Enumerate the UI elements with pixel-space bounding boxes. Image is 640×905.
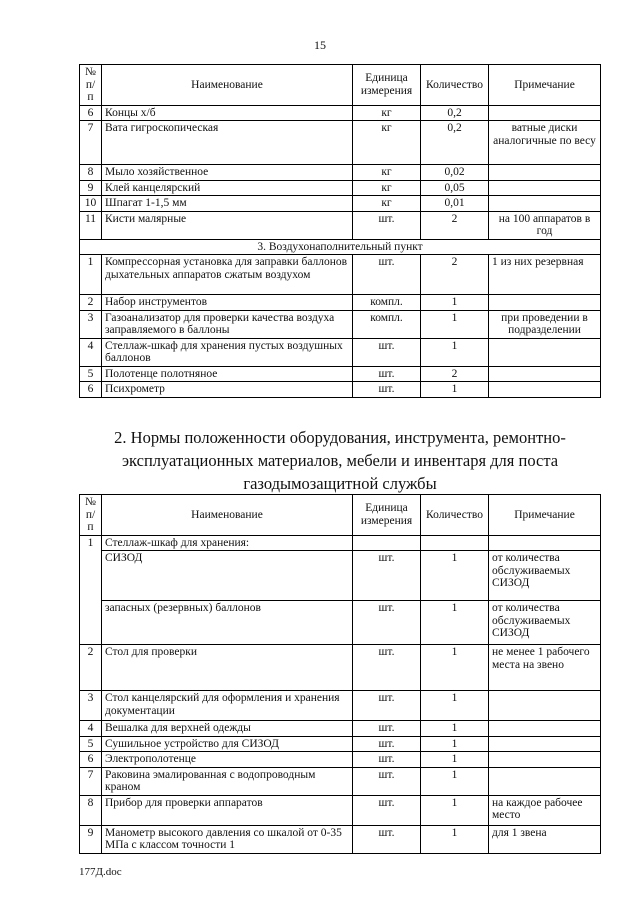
row-name: Раковина эмалированная с водопроводным краном: [102, 767, 353, 795]
section-heading: 2. Нормы положенности оборудования, инструмента, ремонтно-эксплуатационных материалов, мебели и инвентаря для поста газодымозащитной службы: [114, 428, 566, 493]
row-note: [489, 535, 601, 551]
row-unit: шт.: [353, 767, 421, 795]
row-qty: 1: [421, 295, 489, 311]
table-row: [80, 295, 601, 311]
row-qty: 0,2: [421, 105, 489, 121]
row-unit: шт.: [353, 601, 421, 645]
row-qty: 1: [421, 752, 489, 768]
table-gas-smoke-post: [79, 494, 601, 854]
row-unit: шт.: [353, 721, 421, 737]
row-num: 6: [80, 382, 102, 398]
row-note: [489, 366, 601, 382]
table-row: [80, 382, 601, 398]
table-row: [80, 255, 601, 295]
row-unit: компл.: [353, 310, 421, 338]
row-qty: 2: [421, 366, 489, 382]
row-qty: 1: [421, 825, 489, 853]
row-name: Концы х/б: [102, 105, 353, 121]
row-qty: 0,2: [421, 121, 489, 165]
section-title: 3. Воздухонаполнительный пункт: [80, 239, 601, 255]
table-row: [80, 196, 601, 212]
row-name: Газоанализатор для проверки качества воздуха заправляемого в баллоны: [102, 310, 353, 338]
row-qty: 2: [421, 211, 489, 239]
table-row: [80, 211, 601, 239]
table-air-filling: [79, 64, 601, 398]
row-name: Вешалка для верхней одежды: [102, 721, 353, 737]
row-name: Шпагат 1-1,5 мм: [102, 196, 353, 212]
row-num: 1: [80, 255, 102, 295]
col-qty-header: Количество: [421, 495, 489, 536]
row-qty: 0,05: [421, 180, 489, 196]
row-qty: 1: [421, 382, 489, 398]
table-row: [80, 338, 601, 366]
row-note: [489, 721, 601, 737]
row-name: Стол канцелярский для оформления и хранения документации: [102, 691, 353, 721]
row-note: [489, 105, 601, 121]
row-unit: шт.: [353, 645, 421, 691]
table-row: [80, 645, 601, 691]
row-qty: 1: [421, 601, 489, 645]
row-note: 1 из них резервная: [489, 255, 601, 295]
row-unit: шт.: [353, 691, 421, 721]
row-note: на каждое рабочее место: [489, 795, 601, 825]
row-num: 2: [80, 645, 102, 691]
table-row: [80, 121, 601, 165]
table-row: [80, 795, 601, 825]
row-num: 1: [80, 535, 102, 645]
row-num: 6: [80, 105, 102, 121]
row-note: [489, 767, 601, 795]
row-num: 4: [80, 721, 102, 737]
table-row: [80, 691, 601, 721]
row-note: [489, 382, 601, 398]
row-note: на 100 аппаратов в год: [489, 211, 601, 239]
row-unit: шт.: [353, 366, 421, 382]
row-note: при проведении в подразделении: [489, 310, 601, 338]
row-name: Электрополотенце: [102, 752, 353, 768]
row-num: 4: [80, 338, 102, 366]
row-name: Набор инструментов: [102, 295, 353, 311]
row-qty: 0,02: [421, 165, 489, 181]
row-num: 8: [80, 165, 102, 181]
row-unit: шт.: [353, 795, 421, 825]
row-name: Полотенце полотняное: [102, 366, 353, 382]
row-qty: 1: [421, 736, 489, 752]
row-qty: 1: [421, 795, 489, 825]
table-row: [80, 310, 601, 338]
table-subrow: [80, 551, 601, 601]
table-row: [80, 752, 601, 768]
row-qty: 0,01: [421, 196, 489, 212]
col-note-header: Примечание: [489, 65, 601, 106]
row-note: [489, 165, 601, 181]
row-unit: шт.: [353, 825, 421, 853]
row-num: 5: [80, 736, 102, 752]
row-note: [489, 338, 601, 366]
table-row: [80, 736, 601, 752]
col-num-header: № п/п: [80, 65, 102, 106]
row-note: [489, 691, 601, 721]
row-unit: шт.: [353, 382, 421, 398]
row-name: Психрометр: [102, 382, 353, 398]
page-number: 15: [314, 38, 326, 52]
col-name-header: Наименование: [102, 65, 353, 106]
row-note: [489, 752, 601, 768]
footer-filename: 177Д.doc: [79, 866, 122, 878]
row-qty: 1: [421, 721, 489, 737]
row-note: для 1 звена: [489, 825, 601, 853]
row-name: Клей канцелярский: [102, 180, 353, 196]
col-note-header: Примечание: [489, 495, 601, 536]
row-qty: 1: [421, 645, 489, 691]
row-unit: шт.: [353, 211, 421, 239]
row-name: Компрессорная установка для заправки баллонов дыхательных аппаратов сжатым воздухом: [102, 255, 353, 295]
row-num: 10: [80, 196, 102, 212]
row-unit: шт.: [353, 338, 421, 366]
row-name: Вата гигроскопическая: [102, 121, 353, 165]
row-qty: 1: [421, 767, 489, 795]
row-num: 8: [80, 795, 102, 825]
row-qty: 1: [421, 551, 489, 601]
table-row: [80, 366, 601, 382]
row-num: 7: [80, 767, 102, 795]
row-note: [489, 180, 601, 196]
row-name: Мыло хозяйственное: [102, 165, 353, 181]
row-name: запасных (резервных) баллонов: [102, 601, 353, 645]
section-row: [80, 239, 601, 255]
col-num-header: № п/п: [80, 495, 102, 536]
table-row: [80, 105, 601, 121]
row-qty: 1: [421, 691, 489, 721]
row-unit: [353, 535, 421, 551]
row-num: 6: [80, 752, 102, 768]
row-qty: 2: [421, 255, 489, 295]
row-num: 7: [80, 121, 102, 165]
row-unit: кг: [353, 180, 421, 196]
table-row: [80, 721, 601, 737]
col-unit-header: Единица измерения: [353, 495, 421, 536]
row-note: [489, 736, 601, 752]
row-unit: шт.: [353, 736, 421, 752]
row-num: 2: [80, 295, 102, 311]
col-qty-header: Количество: [421, 65, 489, 106]
row-name: Кисти малярные: [102, 211, 353, 239]
table-subrow: [80, 601, 601, 645]
table-header-row: [80, 65, 601, 106]
row-note: ватные диски аналогичные по весу: [489, 121, 601, 165]
row-num: 11: [80, 211, 102, 239]
row-qty: [421, 535, 489, 551]
row-name: Сушильное устройство для СИЗОД: [102, 736, 353, 752]
row-name: Стол для проверки: [102, 645, 353, 691]
row-unit: шт.: [353, 752, 421, 768]
table-row: [80, 165, 601, 181]
row-unit: кг: [353, 121, 421, 165]
row-name: Манометр высокого давления со шкалой от 0-35 МПа с классом точности 1: [102, 825, 353, 853]
row-unit: компл.: [353, 295, 421, 311]
row-name: СИЗОД: [102, 551, 353, 601]
row-num: 9: [80, 180, 102, 196]
row-name: Прибор для проверки аппаратов: [102, 795, 353, 825]
row-note: от количества обслуживаемых СИЗОД: [489, 601, 601, 645]
row-num: 9: [80, 825, 102, 853]
row-name: Стеллаж-шкаф для хранения:: [102, 535, 353, 551]
row-note: от количества обслуживаемых СИЗОД: [489, 551, 601, 601]
row-note: [489, 196, 601, 212]
row-name: Стеллаж-шкаф для хранения пустых воздушных баллонов: [102, 338, 353, 366]
table-header-row: [80, 495, 601, 536]
row-qty: 1: [421, 310, 489, 338]
table-row: [80, 180, 601, 196]
row-unit: кг: [353, 165, 421, 181]
row-unit: кг: [353, 196, 421, 212]
col-unit-header: Единица измерения: [353, 65, 421, 106]
row-note: [489, 295, 601, 311]
row-unit: кг: [353, 105, 421, 121]
row-qty: 1: [421, 338, 489, 366]
row-num: 5: [80, 366, 102, 382]
table-row: [80, 825, 601, 853]
row-num: 3: [80, 310, 102, 338]
row-num: 3: [80, 691, 102, 721]
table-row: [80, 535, 601, 551]
table-row: [80, 767, 601, 795]
row-note: не менее 1 рабочего места на звено: [489, 645, 601, 691]
row-unit: шт.: [353, 551, 421, 601]
col-name-header: Наименование: [102, 495, 353, 536]
row-unit: шт.: [353, 255, 421, 295]
